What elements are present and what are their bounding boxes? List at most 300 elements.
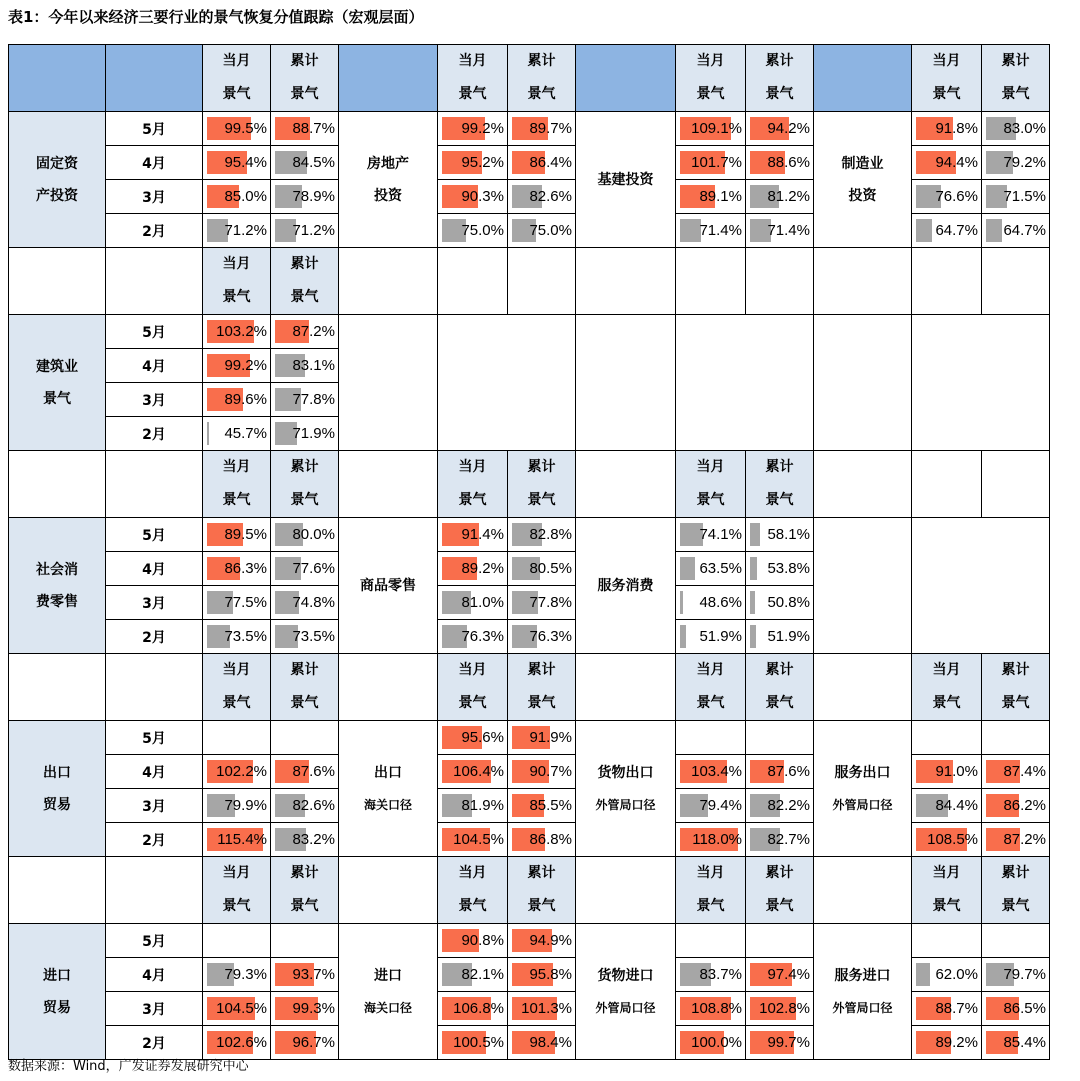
cum-value-3-2-1	[746, 755, 814, 789]
month-value-3-2-2-label: 79.4%	[699, 797, 742, 814]
subgroup-name: 货物出口	[597, 764, 654, 781]
month-header-label: 当月	[222, 256, 251, 272]
month-value-3-3-1	[912, 755, 982, 789]
cum-header-sub: 景气	[290, 289, 319, 305]
month-value-3-1-3	[438, 823, 508, 857]
month-label: 2月	[106, 417, 203, 451]
month-label: 5月	[106, 315, 203, 349]
month-value-4-3-3-label: 89.2%	[935, 1034, 978, 1051]
month-value-2-2-0-label: 74.1%	[699, 526, 742, 543]
cum-value-3-2-1-label: 87.6%	[767, 763, 810, 780]
header-row-0-month-head-1	[438, 45, 508, 112]
header-row-4	[9, 857, 1050, 924]
month-value-0-2-1	[676, 146, 746, 180]
cum-header-sub: 景气	[290, 492, 319, 508]
month-value-3-0-3-label: 115.4%	[217, 831, 267, 848]
cum-header-sub: 景气	[765, 492, 794, 508]
cum-value-0-1-3-label: 75.0%	[529, 222, 572, 239]
subgroup-note: 外管局口径	[595, 1000, 656, 1015]
month-value-4-2-3	[676, 1026, 746, 1060]
month-value-1-0-3-bar	[207, 422, 209, 445]
month-value-0-0-2-label: 85.0%	[224, 188, 267, 205]
cum-value-0-0-0-label: 88.7%	[292, 120, 335, 137]
data-table	[8, 44, 1050, 1060]
month-value-0-3-1-label: 94.4%	[935, 154, 978, 171]
month-value-0-1-1	[438, 146, 508, 180]
cum-value-2-1-3-label: 76.3%	[529, 628, 572, 645]
section-name-line2: 贸易	[43, 796, 71, 813]
header-row-3-corner-b	[106, 654, 203, 721]
header-row-1-blank-2a	[676, 248, 746, 315]
cum-value-4-2-0	[746, 924, 814, 958]
month-header-sub: 景气	[222, 898, 251, 914]
cum-value-3-0-1	[271, 755, 339, 789]
month-value-4-1-2	[438, 992, 508, 1026]
cum-value-4-0-1	[271, 958, 339, 992]
month-value-0-2-3-label: 71.4%	[699, 222, 742, 239]
header-row-1-blank-2b	[746, 248, 814, 315]
month-label: 4月	[106, 755, 203, 789]
header-row-2-sub-2	[576, 451, 676, 518]
header-row-2	[9, 451, 1050, 518]
subgroup-name-2-1	[339, 518, 438, 654]
month-header-sub: 景气	[458, 492, 487, 508]
cum-value-0-3-3-label: 64.7%	[1003, 222, 1046, 239]
cum-header-sub: 景气	[1001, 86, 1030, 102]
header-row-3-cum-head-0	[271, 654, 339, 721]
month-value-1-0-2-label: 89.6%	[224, 391, 267, 408]
month-value-0-1-2	[438, 180, 508, 214]
month-value-2-0-2-label: 77.5%	[224, 594, 267, 611]
month-value-4-1-1-label: 82.1%	[461, 966, 504, 983]
cum-value-2-1-0	[508, 518, 576, 552]
month-value-0-2-2	[676, 180, 746, 214]
header-row-0-cum-head-3	[982, 45, 1050, 112]
cum-header-sub: 景气	[765, 86, 794, 102]
cum-value-2-1-2	[508, 586, 576, 620]
month-header-sub: 景气	[932, 898, 961, 914]
month-value-3-0-2-label: 79.9%	[224, 797, 267, 814]
subgroup-name-1-1	[339, 315, 438, 451]
month-value-0-3-3	[912, 214, 982, 248]
month-header-sub: 景气	[458, 86, 487, 102]
cum-value-0-1-3	[508, 214, 576, 248]
month-header-sub: 景气	[458, 695, 487, 711]
month-value-3-2-1	[676, 755, 746, 789]
month-header-sub: 景气	[222, 289, 251, 305]
data-row	[9, 112, 1050, 146]
header-row-0-corner-a	[9, 45, 106, 112]
month-header-label: 当月	[696, 662, 725, 678]
month-value-1-0-0-label: 103.2%	[216, 323, 267, 340]
month-header-label: 当月	[696, 865, 725, 881]
subgroup-name-3-1	[339, 721, 438, 857]
month-value-2-1-2	[438, 586, 508, 620]
header-row-4-cum-head-3	[982, 857, 1050, 924]
header-row-0-sub-2	[576, 45, 676, 112]
cum-header-label: 累计	[1001, 662, 1030, 678]
month-header-sub: 景气	[696, 898, 725, 914]
month-label: 5月	[106, 924, 203, 958]
cum-value-3-0-2-label: 82.6%	[292, 797, 335, 814]
subgroup-name: 进口	[374, 967, 402, 984]
month-value-0-1-2-label: 90.3%	[461, 188, 504, 205]
cum-value-2-0-0-label: 80.0%	[292, 526, 335, 543]
cum-value-4-2-3-label: 99.7%	[767, 1034, 810, 1051]
cum-header-label: 累计	[290, 256, 319, 272]
section-name-2	[9, 518, 106, 654]
month-value-0-0-2	[203, 180, 271, 214]
month-header-label: 当月	[696, 53, 725, 69]
month-value-2-2-1-bar	[680, 557, 695, 580]
cum-value-3-1-3-label: 86.8%	[529, 831, 572, 848]
month-value-2-1-0	[438, 518, 508, 552]
cum-value-4-3-2-label: 86.5%	[1003, 1000, 1046, 1017]
header-row-1-sub-2	[576, 248, 676, 315]
month-value-3-0-3	[203, 823, 271, 857]
section-name-line1: 社会消	[36, 561, 78, 578]
month-header-sub: 景气	[222, 492, 251, 508]
month-header-label: 当月	[458, 662, 487, 678]
header-row-0-cum-head-0	[271, 45, 339, 112]
cum-header-sub: 景气	[765, 695, 794, 711]
month-value-4-3-2	[912, 992, 982, 1026]
header-row-2-month-head-0	[203, 451, 271, 518]
header-row-2-month-head-1	[438, 451, 508, 518]
month-value-4-0-0	[203, 924, 271, 958]
month-value-4-1-0	[438, 924, 508, 958]
cum-value-4-1-2-label: 101.3%	[521, 1000, 572, 1017]
header-row-3-month-head-2	[676, 654, 746, 721]
month-value-1-0-3	[203, 417, 271, 451]
month-value-0-3-0	[912, 112, 982, 146]
cum-value-4-2-2-label: 102.8%	[759, 1000, 810, 1017]
subgroup-name-2-2	[576, 518, 676, 654]
month-value-3-2-1-label: 103.4%	[691, 763, 742, 780]
cum-value-3-0-1-label: 87.6%	[292, 763, 335, 780]
month-value-3-1-0	[438, 721, 508, 755]
cum-value-3-3-2-label: 86.2%	[1003, 797, 1046, 814]
subgroup-name-4-2	[576, 924, 676, 1060]
subgroup-name: 服务消费	[597, 577, 654, 594]
month-value-0-1-0	[438, 112, 508, 146]
cum-value-2-1-1-label: 80.5%	[529, 560, 572, 577]
header-row-2-corner-b	[106, 451, 203, 518]
month-label: 5月	[106, 112, 203, 146]
month-label: 3月	[106, 789, 203, 823]
cum-value-3-2-2-label: 82.2%	[767, 797, 810, 814]
cum-value-2-0-3-label: 73.5%	[292, 628, 335, 645]
cum-value-1-0-2	[271, 383, 339, 417]
month-value-2-1-2-label: 81.0%	[461, 594, 504, 611]
cum-value-4-2-1-label: 97.4%	[767, 966, 810, 983]
month-label: 3月	[106, 586, 203, 620]
cum-header-sub: 景气	[1001, 695, 1030, 711]
month-value-4-0-2	[203, 992, 271, 1026]
cum-value-2-0-1-label: 77.6%	[292, 560, 335, 577]
cum-value-0-3-2	[982, 180, 1050, 214]
cum-value-2-1-2-label: 77.8%	[529, 594, 572, 611]
month-value-0-2-0-label: 109.1%	[691, 120, 742, 137]
cum-value-0-3-1	[982, 146, 1050, 180]
cum-header-label: 累计	[290, 53, 319, 69]
month-value-4-2-1	[676, 958, 746, 992]
month-value-4-2-1-label: 83.7%	[699, 966, 742, 983]
cum-header-sub: 景气	[290, 86, 319, 102]
cum-value-3-2-2	[746, 789, 814, 823]
cum-value-3-1-1-label: 90.7%	[529, 763, 572, 780]
month-value-4-2-2	[676, 992, 746, 1026]
month-value-1-0-2	[203, 383, 271, 417]
month-value-2-1-1	[438, 552, 508, 586]
cum-value-0-3-2-label: 71.5%	[1003, 188, 1046, 205]
cum-value-4-3-0	[982, 924, 1050, 958]
month-header-label: 当月	[222, 662, 251, 678]
cum-value-3-3-2	[982, 789, 1050, 823]
header-row-4-sub-3	[814, 857, 912, 924]
data-row	[9, 721, 1050, 755]
subgroup-name-line1: 房地产	[367, 155, 409, 172]
cum-header-sub: 景气	[765, 898, 794, 914]
month-value-0-3-3-bar	[916, 219, 932, 242]
section-name-line1: 建筑业	[36, 358, 78, 375]
header-row-4-month-head-3	[912, 857, 982, 924]
cum-header-label: 累计	[527, 459, 556, 475]
month-value-4-1-3	[438, 1026, 508, 1060]
section-name-line2: 费零售	[36, 593, 78, 610]
month-header-sub: 景气	[932, 695, 961, 711]
cum-value-2-1-3	[508, 620, 576, 654]
month-value-3-2-0	[676, 721, 746, 755]
header-row-4-month-head-0	[203, 857, 271, 924]
cum-value-3-1-2-label: 85.5%	[529, 797, 572, 814]
month-value-2-1-0-label: 91.4%	[461, 526, 504, 543]
subgroup-name: 出口	[374, 764, 402, 781]
header-row-0-cum-head-2	[746, 45, 814, 112]
month-value-0-2-1-label: 101.7%	[691, 154, 742, 171]
month-value-2-2-2-label: 48.6%	[699, 594, 742, 611]
month-value-0-0-0-label: 99.5%	[224, 120, 267, 137]
month-header-label: 当月	[458, 865, 487, 881]
cum-value-0-0-1	[271, 146, 339, 180]
month-value-4-1-3-label: 100.5%	[453, 1034, 504, 1051]
cum-header-sub: 景气	[527, 695, 556, 711]
subgroup-note: 外管局口径	[595, 797, 656, 812]
month-header-label: 当月	[222, 53, 251, 69]
cum-value-0-2-3	[746, 214, 814, 248]
cum-value-0-2-2	[746, 180, 814, 214]
month-value-1-0-1-label: 99.2%	[224, 357, 267, 374]
month-value-2-2-2-bar	[680, 591, 683, 614]
month-label: 5月	[106, 518, 203, 552]
header-row-4-corner-b	[106, 857, 203, 924]
cum-value-0-3-0	[982, 112, 1050, 146]
month-value-4-3-3	[912, 1026, 982, 1060]
cum-value-3-3-3-label: 87.2%	[1003, 831, 1046, 848]
cum-value-1-0-3	[271, 417, 339, 451]
table-title: 表1：今年以来经济三要行业的景气恢复分值跟踪（宏观层面）	[8, 8, 424, 26]
header-row-3-cum-head-1	[508, 654, 576, 721]
month-value-4-0-1	[203, 958, 271, 992]
cum-value-0-2-1-label: 88.6%	[767, 154, 810, 171]
cum-value-0-0-0	[271, 112, 339, 146]
header-row-2-month-head-2	[676, 451, 746, 518]
cum-header-label: 累计	[290, 865, 319, 881]
cum-value-2-2-2-label: 50.8%	[767, 594, 810, 611]
header-row-0-sub-1	[339, 45, 438, 112]
header-row-4-cum-head-0	[271, 857, 339, 924]
empty-block-1-2	[676, 315, 814, 451]
cum-header-label: 累计	[765, 459, 794, 475]
month-value-3-1-1-label: 106.4%	[453, 763, 504, 780]
cum-value-4-3-2	[982, 992, 1050, 1026]
cum-value-0-2-2-label: 81.2%	[767, 188, 810, 205]
cum-header-sub: 景气	[527, 492, 556, 508]
month-value-2-2-3-label: 51.9%	[699, 628, 742, 645]
cum-value-4-0-1-label: 93.7%	[292, 966, 335, 983]
cum-value-4-3-3	[982, 1026, 1050, 1060]
cum-value-2-2-1	[746, 552, 814, 586]
cum-header-sub: 景气	[290, 695, 319, 711]
month-value-3-0-1	[203, 755, 271, 789]
month-value-3-3-3	[912, 823, 982, 857]
month-label: 2月	[106, 1026, 203, 1060]
cum-value-0-0-1-label: 84.5%	[292, 154, 335, 171]
month-value-3-1-2-label: 81.9%	[461, 797, 504, 814]
cum-value-0-0-2	[271, 180, 339, 214]
cum-value-2-2-2-bar	[750, 591, 755, 614]
subgroup-name-line2: 投资	[374, 187, 402, 204]
section-name-line2: 产投资	[36, 187, 78, 204]
header-row-3-sub-2	[576, 654, 676, 721]
month-value-4-3-1-label: 62.0%	[935, 966, 978, 983]
header-row-2-cum-head-2	[746, 451, 814, 518]
cum-value-0-0-2-label: 78.9%	[292, 188, 335, 205]
cum-value-4-1-0	[508, 924, 576, 958]
month-value-0-0-3	[203, 214, 271, 248]
header-row-4-corner-a	[9, 857, 106, 924]
cum-header-label: 累计	[1001, 865, 1030, 881]
month-header-label: 当月	[696, 459, 725, 475]
month-value-4-2-0	[676, 924, 746, 958]
cum-value-1-0-0	[271, 315, 339, 349]
header-row-4-cum-head-2	[746, 857, 814, 924]
cum-value-2-2-0-label: 58.1%	[767, 526, 810, 543]
header-row-4-sub-2	[576, 857, 676, 924]
month-header-label: 当月	[222, 459, 251, 475]
subgroup-name-1-2	[576, 315, 676, 451]
month-value-3-1-2	[438, 789, 508, 823]
cum-value-4-3-1-label: 79.7%	[1003, 966, 1046, 983]
subgroup-name-0-2	[576, 112, 676, 248]
month-value-4-0-3-label: 102.6%	[216, 1034, 267, 1051]
subgroup-name-line2: 投资	[848, 187, 877, 204]
header-row-1-blank-1a	[438, 248, 508, 315]
section-name-0	[9, 112, 106, 248]
month-value-0-3-2-label: 76.6%	[935, 188, 978, 205]
month-value-0-1-3-label: 75.0%	[461, 222, 504, 239]
month-label: 2月	[106, 823, 203, 857]
cum-value-1-0-2-label: 77.8%	[292, 391, 335, 408]
header-row-1-sub-1	[339, 248, 438, 315]
month-value-2-0-1	[203, 552, 271, 586]
cum-value-2-1-0-label: 82.8%	[529, 526, 572, 543]
cum-value-2-2-3-bar	[750, 625, 756, 648]
cum-value-2-2-1-bar	[750, 557, 757, 580]
cum-value-3-3-3	[982, 823, 1050, 857]
cum-value-2-0-2-label: 74.8%	[292, 594, 335, 611]
cum-value-0-2-0-label: 94.2%	[767, 120, 810, 137]
month-value-2-0-2	[203, 586, 271, 620]
month-value-4-1-1	[438, 958, 508, 992]
month-header-sub: 景气	[696, 86, 725, 102]
cum-value-1-0-0-label: 87.2%	[292, 323, 335, 340]
header-row-0-month-head-0	[203, 45, 271, 112]
month-label: 5月	[106, 721, 203, 755]
month-header-label: 当月	[932, 662, 961, 678]
month-value-2-0-1-label: 86.3%	[224, 560, 267, 577]
subgroup-name: 货物进口	[597, 967, 654, 984]
cum-value-4-3-1	[982, 958, 1050, 992]
month-value-2-1-1-label: 89.2%	[461, 560, 504, 577]
cum-value-0-2-0	[746, 112, 814, 146]
month-value-2-0-0-label: 89.5%	[224, 526, 267, 543]
cum-value-0-3-3-bar	[986, 219, 1002, 242]
header-row-2-sub-1	[339, 451, 438, 518]
month-value-3-3-3-label: 108.5%	[927, 831, 978, 848]
cum-value-3-0-3-label: 83.2%	[292, 831, 335, 848]
subgroup-name-4-1	[339, 924, 438, 1060]
month-value-4-3-2-label: 88.7%	[935, 1000, 978, 1017]
header-row-3	[9, 654, 1050, 721]
cum-value-3-3-0	[982, 721, 1050, 755]
month-value-3-2-2	[676, 789, 746, 823]
cum-value-4-0-2	[271, 992, 339, 1026]
month-label: 4月	[106, 552, 203, 586]
month-header-label: 当月	[932, 53, 961, 69]
cum-value-3-0-0	[271, 721, 339, 755]
cum-value-3-2-3-label: 82.7%	[767, 831, 810, 848]
month-label: 4月	[106, 146, 203, 180]
month-value-0-0-1	[203, 146, 271, 180]
month-header-label: 当月	[222, 865, 251, 881]
cum-value-3-2-0	[746, 721, 814, 755]
month-value-4-3-1-bar	[916, 963, 930, 986]
month-value-0-2-0	[676, 112, 746, 146]
month-label: 3月	[106, 383, 203, 417]
month-header-sub: 景气	[696, 492, 725, 508]
header-row-1-month-head-0	[203, 248, 271, 315]
month-value-2-1-3	[438, 620, 508, 654]
header-row-1	[9, 248, 1050, 315]
subgroup-name-3-2	[576, 721, 676, 857]
month-value-2-2-1-label: 63.5%	[699, 560, 742, 577]
month-value-2-2-1	[676, 552, 746, 586]
month-value-0-1-0-label: 99.2%	[461, 120, 504, 137]
month-value-4-1-2-label: 106.8%	[453, 1000, 504, 1017]
cum-value-2-2-3	[746, 620, 814, 654]
cum-value-4-0-0	[271, 924, 339, 958]
header-row-2-blank-3b	[982, 451, 1050, 518]
header-row-2-cum-head-0	[271, 451, 339, 518]
subgroup-name-1-3	[814, 315, 912, 451]
month-header-sub: 景气	[222, 86, 251, 102]
cum-value-0-1-1	[508, 146, 576, 180]
month-value-3-3-2	[912, 789, 982, 823]
section-name-4	[9, 924, 106, 1060]
month-header-label: 当月	[458, 459, 487, 475]
month-value-4-0-2-label: 104.5%	[216, 1000, 267, 1017]
